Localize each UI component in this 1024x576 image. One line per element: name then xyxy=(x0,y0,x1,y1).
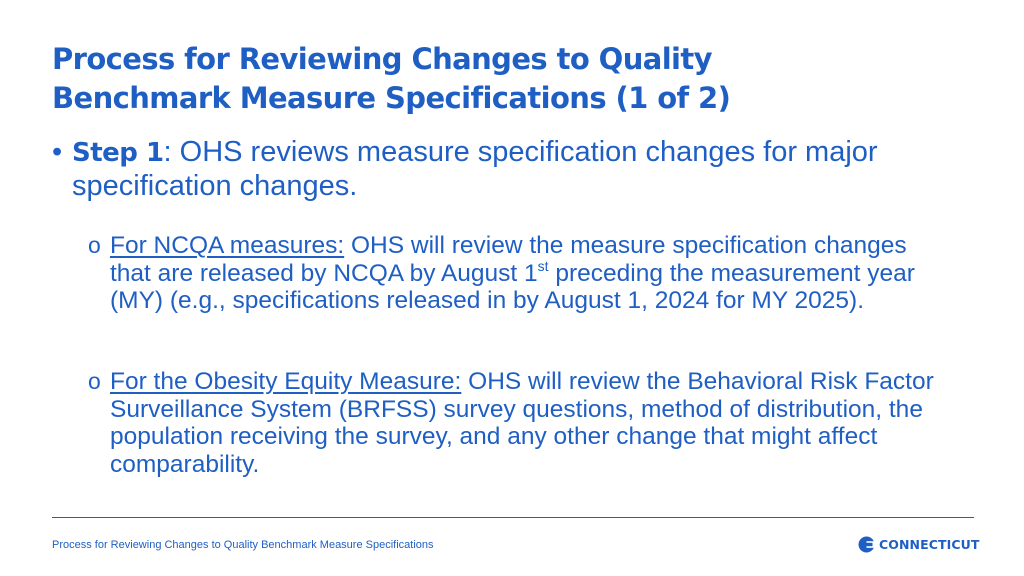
step-1-description: : OHS reviews measure specification changes for major specification changes. xyxy=(72,136,878,202)
bullet-icon: • xyxy=(52,136,63,168)
step-1-text xyxy=(72,136,952,203)
connecticut-c-logo-icon xyxy=(858,536,875,553)
sub-bullet-icon: o xyxy=(88,368,101,394)
sub-item-text xyxy=(110,232,948,315)
connecticut-logo xyxy=(858,536,980,553)
slide-title-line-2: Benchmark Measure Specifications (1 of 2) xyxy=(52,81,731,115)
footer-divider xyxy=(52,517,974,518)
sub-item-body: OHS will review the Behavioral Risk Factor Surveillance System (BRFSS) survey questions, method of distribution, the population receiving the survey, and any other change that might affect comparability. xyxy=(110,368,934,478)
sub-item-body-part-2: preceding the measurement year (MY) (e.g., specifications released in by August 1, 2024 for MY 2025). xyxy=(110,259,915,314)
sub-item-obesity-equity-measure xyxy=(88,368,948,478)
step-1-bullet-item xyxy=(52,136,952,203)
sub-item-ncqa-measures xyxy=(88,232,948,315)
sub-item-text xyxy=(110,368,948,478)
sub-item-lead-ncqa: For NCQA measures: xyxy=(110,232,345,259)
sub-item-lead-obesity: For the Obesity Equity Measure: xyxy=(110,368,462,395)
sub-item-body-part-1: OHS will review the measure specification changes that are released by NCQA by August 1 xyxy=(110,232,907,287)
sub-bullet-icon: o xyxy=(88,232,101,258)
step-1-label: Step 1 xyxy=(72,138,164,168)
footer-text: Process for Reviewing Changes to Quality Benchmark Measure Specifications xyxy=(52,539,434,551)
slide-title xyxy=(52,40,992,118)
ordinal-superscript: st xyxy=(537,257,549,274)
slide-title-line-1: Process for Reviewing Changes to Quality xyxy=(52,42,712,76)
logo-wordmark: CONNECTICUT xyxy=(879,537,980,552)
